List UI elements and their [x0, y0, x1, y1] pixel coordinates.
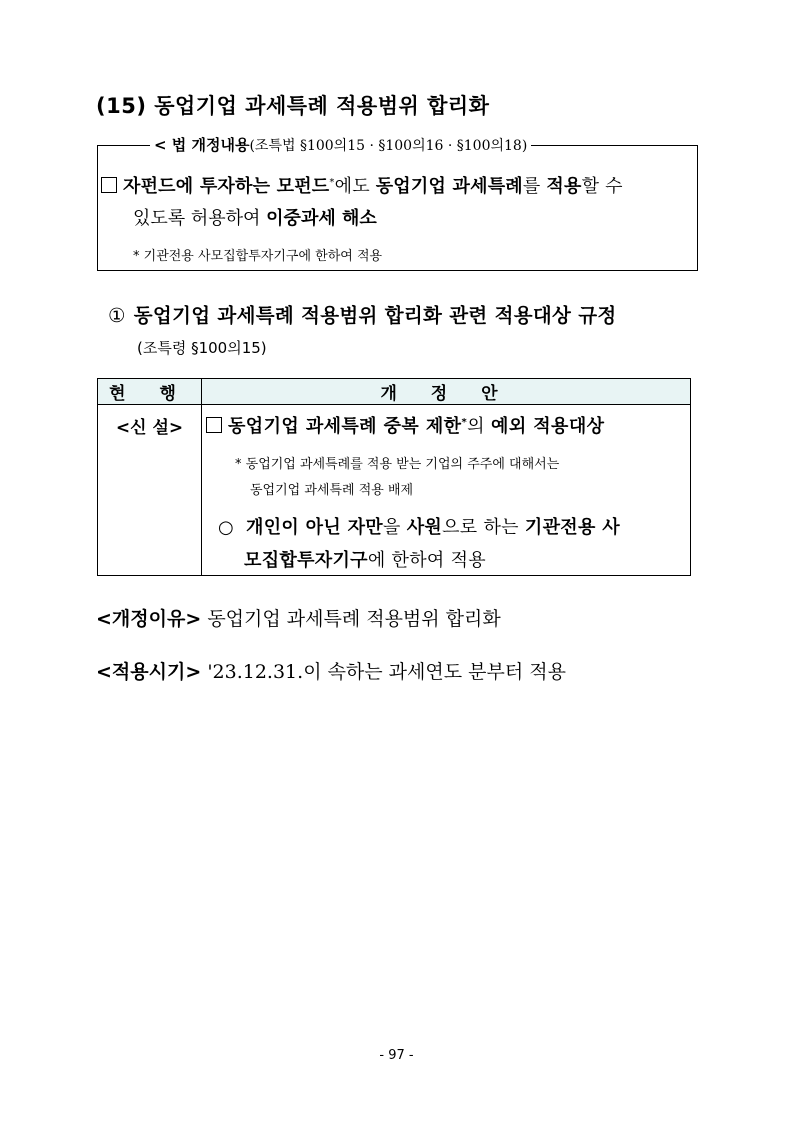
b1-d: 으로 하는 — [442, 517, 525, 538]
sub-heading-ref: (조특령 §100의15) — [137, 339, 267, 357]
revised-bullet-line2 — [244, 546, 486, 572]
col-revised-header: 개 정 안 — [202, 379, 691, 405]
page-number: - 97 - — [379, 1048, 414, 1063]
b2-b: 에 한하여 적용 — [367, 550, 486, 571]
current-cell: <신 설> — [98, 405, 202, 576]
reason-label: <개정이유> — [96, 608, 202, 630]
law-box-note: * 기관전용 사모집합투자기구에 한하여 적용 — [133, 249, 383, 264]
checkbox-square-icon — [101, 177, 117, 193]
checkbox-square-icon — [206, 417, 222, 433]
revised-line1-a: 동업기업 과세특례 중복 제한 — [228, 416, 462, 437]
sub-heading — [108, 300, 616, 328]
table-header-row — [98, 379, 691, 405]
asterisk-mark: * — [329, 177, 335, 188]
revised-cell — [202, 405, 691, 576]
revised-bullet-line1 — [218, 513, 620, 539]
table-row — [98, 405, 691, 576]
law-box-header-ref: (조특법 §100의15 · §100의16 · §100의18) — [249, 138, 528, 154]
law-box-line1 — [101, 172, 623, 198]
b1-b: 을 — [382, 517, 407, 538]
timing-date: '23.12.31. — [207, 661, 304, 683]
b2-a: 모집합투자기구 — [244, 550, 368, 571]
revised-note1: * 동업기업 과세특례를 적용 받는 기업의 주주에 대해서는 — [235, 457, 560, 472]
law-line2-a: 있도록 허용하여 — [133, 208, 267, 229]
bullet-circle-icon: ○ — [218, 517, 235, 538]
law-box-header-label: < 법 개정내용 — [154, 136, 250, 154]
revised-line1-b: 의 — [467, 416, 492, 437]
law-line1-f: 할 수 — [581, 176, 623, 197]
law-box-header — [150, 134, 531, 155]
sub-heading-text: 동업기업 과세특례 적용범위 합리화 관련 적용대상 규정 — [133, 304, 617, 327]
law-line1-c: 동업기업 과세특례 — [375, 176, 523, 197]
law-line1-d: 를 — [522, 176, 547, 197]
asterisk-mark: * — [461, 417, 468, 428]
section-title: (15) 동업기업 과세특례 적용범위 합리화 — [96, 94, 490, 118]
law-box-line2 — [133, 204, 377, 230]
col-current-header: 현 행 — [98, 379, 202, 405]
law-line1-e: 적용 — [546, 176, 582, 197]
circled-number: ① — [108, 304, 126, 327]
comparison-table — [97, 378, 691, 576]
application-timing — [96, 657, 566, 684]
reason-text: 동업기업 과세특례 적용범위 합리화 — [207, 608, 501, 630]
revised-note2: 동업기업 과세특례 적용 배제 — [250, 483, 414, 498]
b1-a: 개인이 아닌 자만 — [246, 517, 383, 538]
law-line2-b: 이중과세 해소 — [266, 208, 377, 229]
timing-label: <적용시기> — [96, 661, 202, 683]
b1-c: 사원 — [406, 517, 443, 538]
revision-reason — [96, 604, 501, 631]
b1-e: 기관전용 사 — [524, 517, 620, 538]
revised-line1 — [206, 412, 604, 438]
revised-line1-c: 예외 적용대상 — [491, 416, 605, 437]
timing-text: 이 속하는 과세연도 분부터 적용 — [303, 661, 566, 683]
law-line1-a: 자펀드에 투자하는 모펀드 — [123, 176, 330, 197]
law-line1-b: 에도 — [334, 176, 376, 197]
